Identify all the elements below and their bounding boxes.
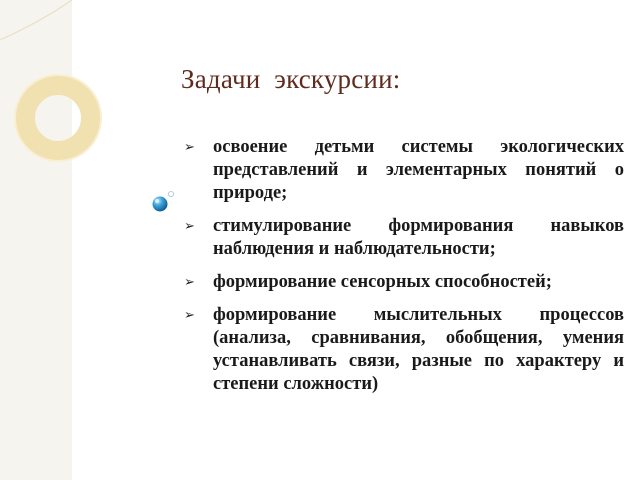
list-item [184, 136, 624, 205]
arrow-bullet-icon: ➢ [184, 219, 195, 234]
decorative-arc [0, 0, 72, 40]
slide-title: Задачи экскурсии: [181, 64, 401, 94]
arrow-bullet-icon: ➢ [184, 275, 195, 290]
small-bubble-icon [168, 191, 173, 196]
arrow-bullet-icon: ➢ [184, 140, 195, 155]
decorative-ring-icon [25, 85, 91, 151]
decorative-graphics [0, 0, 200, 480]
list-item-text: стимулирование формирования навыков наблюдения и наблюдательности; [213, 216, 624, 259]
list-item [184, 215, 624, 261]
task-list [184, 136, 624, 406]
list-item-text: формирование сенсорных способностей; [213, 272, 552, 292]
list-item [184, 271, 624, 294]
list-item-text: освоение детьми системы экологических представлений и элементарных понятий о природе; [213, 137, 624, 203]
list-item-text: формирование мыслительных процессов (анализа, сравнивания, обобщения, умения устанавливать связи, разные по характеру и степени сложности) [213, 305, 624, 394]
orb-shine [155, 199, 159, 203]
blue-orb-icon [153, 197, 168, 212]
arrow-bullet-icon: ➢ [184, 308, 195, 323]
list-item [184, 304, 624, 396]
